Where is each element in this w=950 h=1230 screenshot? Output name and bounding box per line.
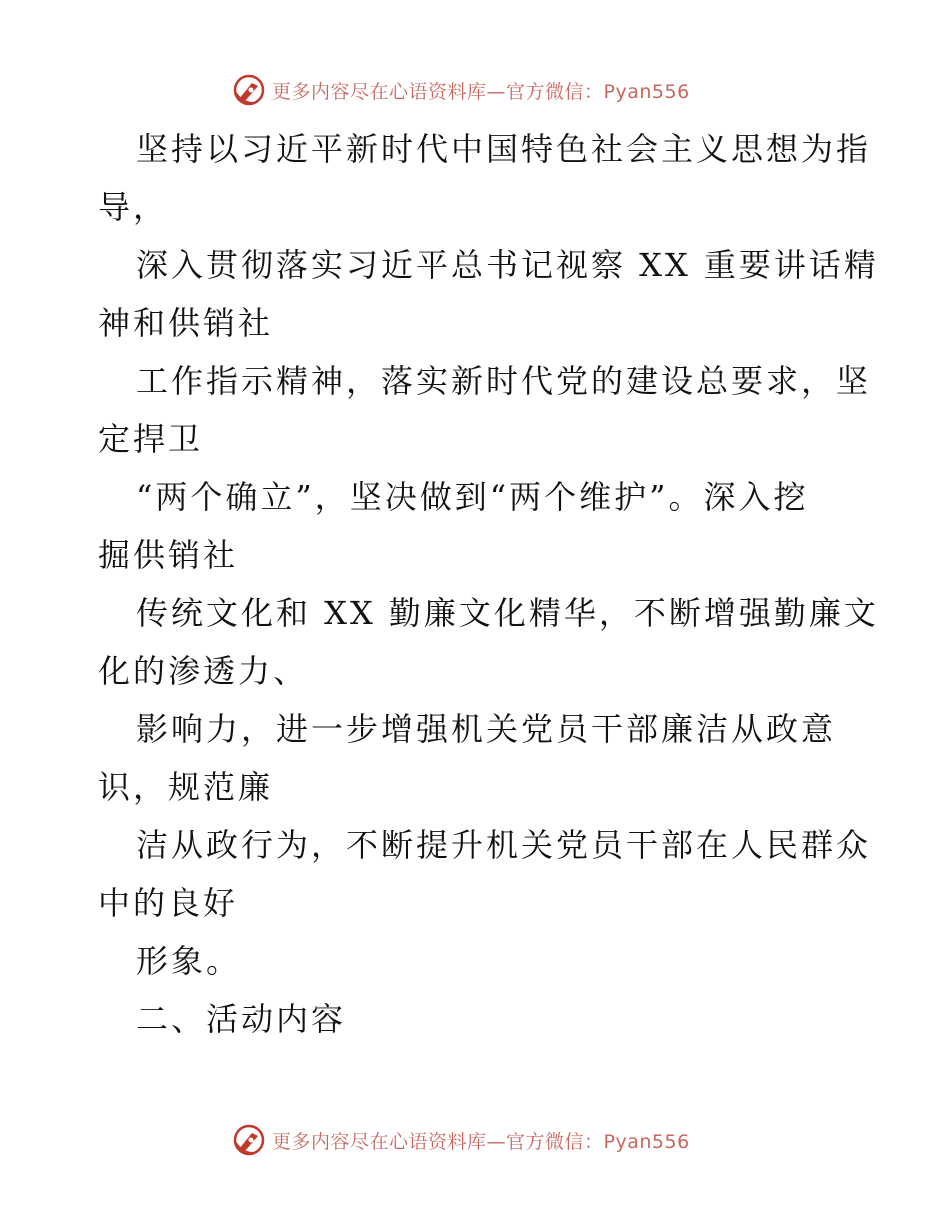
body-line: 洁从政行为，不断提升机关党员干部在人民群众 — [136, 826, 872, 864]
body-line: “两个确立”，坚决做到“两个维护”。深入挖 — [136, 478, 809, 516]
body-line: 坚持以习近平新时代中国特色社会主义思想为指 — [136, 130, 872, 168]
body-line: 神和供销社 — [98, 304, 274, 342]
footer-watermark — [232, 1122, 690, 1158]
body-line: 化的渗透力、 — [98, 652, 309, 690]
section-heading: 二、活动内容 — [136, 1000, 347, 1038]
body-line: 导， — [98, 188, 169, 226]
body-line: 传统文化和 XX 勤廉文化精华，不断增强勤廉文 — [136, 594, 879, 632]
body-line: 影响力，进一步增强机关党员干部廉洁从政意 — [136, 710, 837, 748]
watermark-text: 更多内容尽在心语资料库—官方微信：Pyan556 — [272, 80, 690, 103]
body-line: 深入贯彻落实习近平总书记视察 XX 重要讲话精 — [136, 246, 879, 284]
body-line: 识，规范廉 — [98, 768, 274, 806]
body-line: 工作指示精神，落实新时代党的建设总要求，坚 — [136, 362, 872, 400]
header-watermark — [232, 72, 690, 108]
body-line: 掘供销社 — [98, 536, 239, 574]
body-line: 中的良好 — [98, 884, 239, 922]
body-line: 定捍卫 — [98, 420, 204, 458]
pen-nib-logo-icon — [232, 1123, 266, 1157]
body-line: 形象。 — [136, 942, 242, 980]
watermark-text: 更多内容尽在心语资料库—官方微信：Pyan556 — [272, 1130, 690, 1153]
pen-nib-logo-icon — [232, 73, 266, 107]
